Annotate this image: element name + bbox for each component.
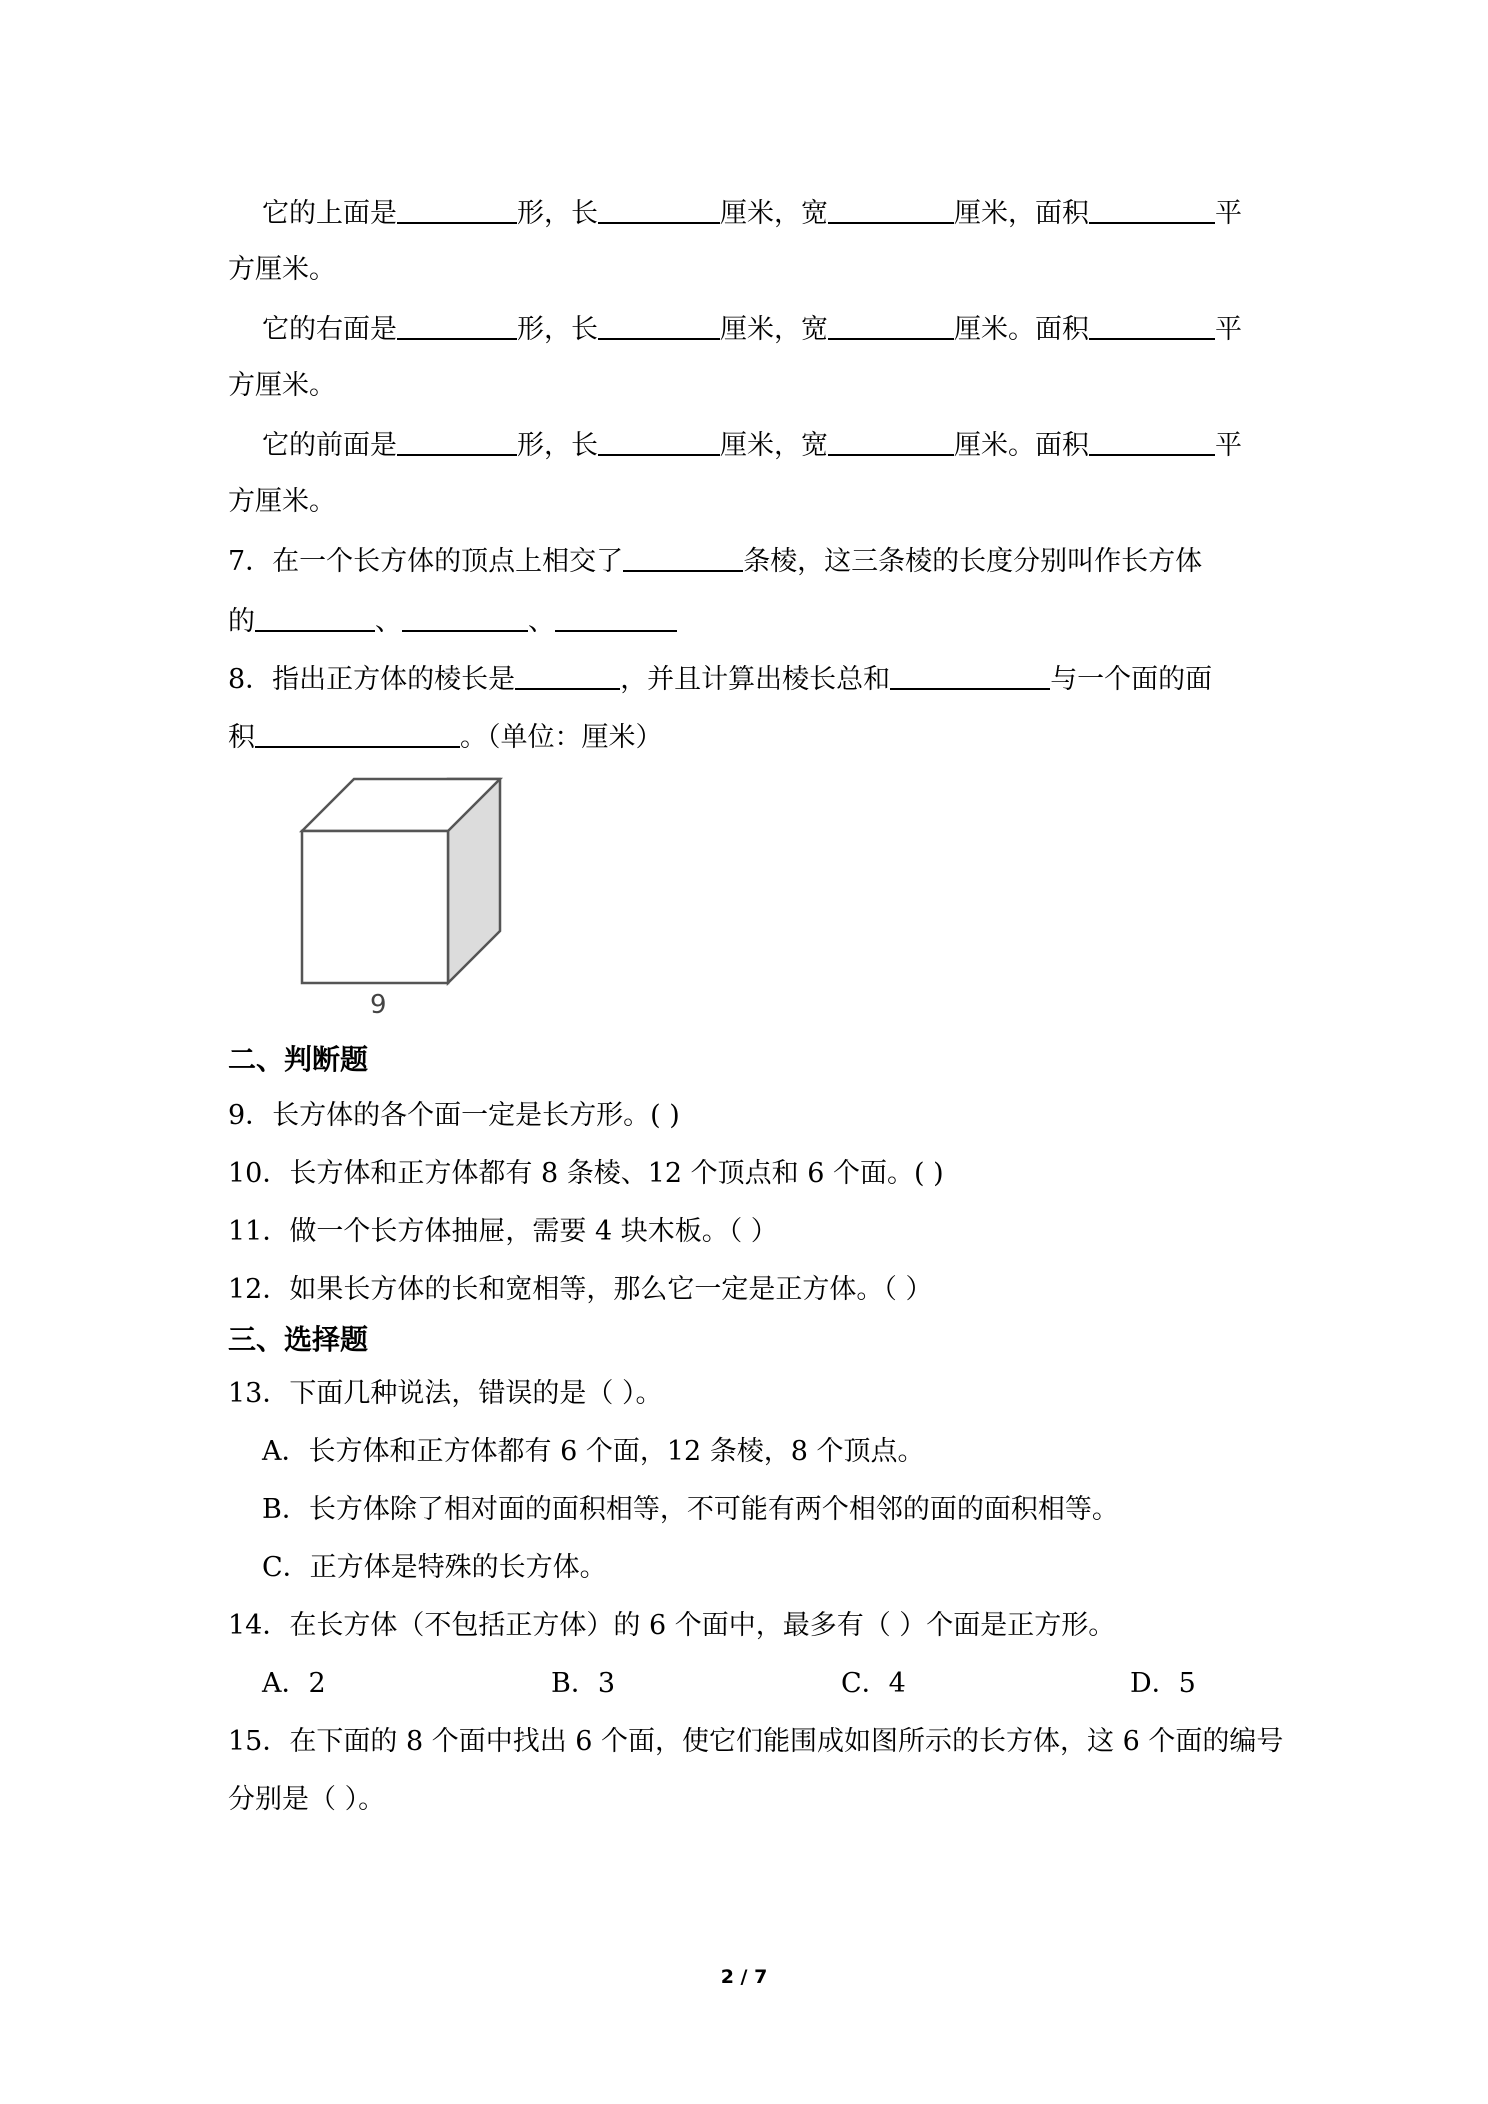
question-14-option-d[interactable]: D．5 [1130, 1668, 1196, 1699]
answer-blank[interactable] [828, 194, 954, 224]
question-13-option-c[interactable]: C．正方体是特殊的长方体。 [262, 1552, 607, 1583]
answer-blank[interactable] [598, 194, 720, 224]
question-14-option-a[interactable]: A．2 [262, 1668, 326, 1699]
question-15-line2: 分别是（ ）。 [228, 1784, 386, 1815]
question-10: 10．长方体和正方体都有 8 条棱、12 个顶点和 6 个面。( ) [228, 1158, 944, 1189]
section-heading-judgement: 二、判断题 [228, 1043, 369, 1076]
text: 形，长 [517, 198, 598, 229]
answer-blank[interactable] [623, 542, 743, 572]
answer-blank[interactable] [828, 426, 954, 456]
question-8-line1 [228, 660, 1212, 698]
text: ，并且计算出棱长总和 [620, 664, 891, 695]
text: 8．指出正方体的棱长是 [228, 664, 516, 695]
text: 积 [228, 722, 255, 753]
question-14-stem: 14．在长方体（不包括正方体）的 6 个面中，最多有（ ）个面是正方形。 [228, 1610, 1116, 1641]
question-12: 12．如果长方体的长和宽相等，那么它一定是正方体。（ ） [228, 1274, 933, 1305]
text: 与一个面的面 [1050, 664, 1213, 695]
text: 条棱，这三条棱的长度分别叫作长方体 [743, 546, 1203, 577]
top-face-line [262, 194, 1242, 232]
front-face-line [262, 426, 1242, 464]
text: 它的前面是 [262, 430, 397, 461]
text: 平 [1215, 198, 1242, 229]
section-heading-choice: 三、选择题 [228, 1323, 369, 1356]
answer-blank[interactable] [828, 310, 954, 340]
text: 厘米，宽 [720, 198, 828, 229]
text: 7．在一个长方体的顶点上相交了 [228, 546, 624, 577]
top-face-tail: 方厘米。 [228, 254, 336, 285]
question-9: 9．长方体的各个面一定是长方形。( ) [228, 1100, 680, 1131]
text: 它的上面是 [262, 198, 397, 229]
text: 。（单位：厘米） [460, 722, 663, 753]
text: 它的右面是 [262, 314, 397, 345]
text: 平 [1215, 314, 1242, 345]
answer-blank[interactable] [1089, 310, 1215, 340]
question-13-option-a[interactable]: A．长方体和正方体都有 6 个面，12 条棱，8 个顶点。 [262, 1436, 925, 1467]
answer-blank[interactable] [397, 426, 517, 456]
front-face-tail: 方厘米。 [228, 486, 336, 517]
answer-blank[interactable] [397, 310, 517, 340]
answer-blank[interactable] [515, 660, 620, 690]
right-face-tail: 方厘米。 [228, 370, 336, 401]
answer-blank[interactable] [890, 660, 1050, 690]
text: 厘米，面积 [954, 198, 1089, 229]
text: 厘米，宽 [720, 430, 828, 461]
cube-edge-label: 9 [370, 990, 387, 1016]
text: 厘米。面积 [954, 314, 1089, 345]
question-13-stem: 13．下面几种说法，错误的是（ ）。 [228, 1378, 663, 1409]
answer-blank[interactable] [397, 194, 517, 224]
question-15-line1: 15．在下面的 8 个面中找出 6 个面，使它们能围成如图所示的长方体，这 6 个面的编号 [228, 1726, 1284, 1757]
right-face-line [262, 310, 1242, 348]
question-7-line2 [228, 602, 677, 640]
answer-blank[interactable] [402, 602, 528, 632]
cube-figure [290, 776, 530, 1016]
page-number: 2 / 7 [720, 1966, 768, 1988]
question-11: 11．做一个长方体抽屉，需要 4 块木板。（ ） [228, 1216, 778, 1247]
text: 、 [375, 606, 402, 637]
answer-blank[interactable] [1089, 426, 1215, 456]
question-13-option-b[interactable]: B．长方体除了相对面的面积相等，不可能有两个相邻的面的面积相等。 [262, 1494, 1119, 1525]
answer-blank[interactable] [555, 602, 677, 632]
question-14-option-c[interactable]: C．4 [841, 1668, 906, 1699]
text: 形，长 [517, 314, 598, 345]
text: 的 [228, 606, 255, 637]
question-14-option-b[interactable]: B．3 [551, 1668, 616, 1699]
question-8-line2 [228, 718, 663, 756]
answer-blank[interactable] [255, 718, 460, 748]
answer-blank[interactable] [1089, 194, 1215, 224]
text: 、 [528, 606, 555, 637]
text: 厘米，宽 [720, 314, 828, 345]
cube-front-face [302, 831, 448, 983]
question-7-line1 [228, 542, 1202, 580]
text: 形，长 [517, 430, 598, 461]
text: 平 [1215, 430, 1242, 461]
answer-blank[interactable] [255, 602, 375, 632]
answer-blank[interactable] [598, 426, 720, 456]
text: 厘米。面积 [954, 430, 1089, 461]
answer-blank[interactable] [598, 310, 720, 340]
